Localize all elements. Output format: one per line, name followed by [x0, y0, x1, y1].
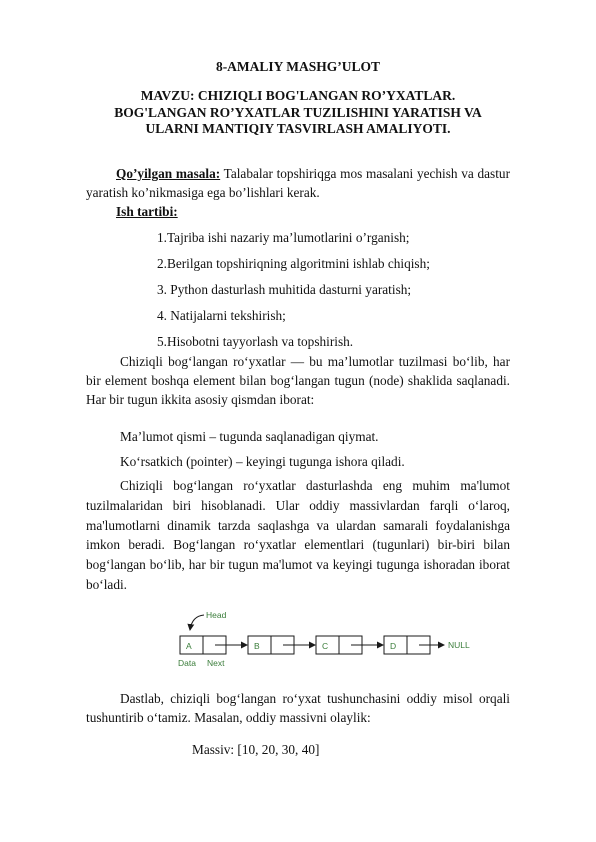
node-label-a: A [186, 641, 192, 651]
definition-paragraph: Chiziqli bog‘langan ro‘yxatlar — bu ma’lumotlar tuzilmasi bo‘lib, har bir element boshqa element bilan bog‘langan tugun (node) shaklida saqlanadi. Har bir tugun ikkita asosiy qismdan iborat: [86, 354, 510, 408]
procedure-step-1: 1.Tajriba ishi nazariy ma’lumotlarini o’rganish; [157, 230, 410, 245]
linked-list-diagram [170, 606, 480, 672]
head-label: Head [206, 610, 227, 620]
node-label-c: C [322, 641, 329, 651]
node-label-d: D [390, 641, 397, 651]
procedure-step-5: 5.Hisobotni tayyorlash va topshirish. [157, 334, 354, 349]
procedure-step-2: 2.Berilgan topshiriqning algoritmini ishlab chiqish; [157, 256, 430, 271]
task-paragraph [86, 164, 510, 202]
task-text: Talabalar topshiriqga mos masalani yechish va dastur yaratish ko’nikmasiga ega bo’lishlari kerak. [86, 166, 510, 201]
procedure-step-3: 3. Python dasturlash muhitida dasturni yaratish; [157, 282, 412, 297]
topic-heading: MAVZU: CHIZIQLI BOG'LANGAN RO’YXATLAR. BOG'LANGAN RO’YXATLAR TUZILISHINI YARATISH VA ULARNI MANTIQIY TASVIRLASH AMALIYOTI. [114, 88, 482, 137]
array-example: Massiv: [10, 20, 30, 40] [192, 742, 320, 757]
task-label: Qo’yilgan masala: [116, 166, 221, 181]
procedure-step-4: 4. Natijalarni tekshirish; [157, 308, 286, 323]
null-label: NULL [448, 640, 470, 650]
pointer-part-line: Ko‘rsatkich (pointer) – keyingi tugunga ishora qiladi. [120, 454, 405, 469]
intro-example-paragraph: Dastlab, chiziqli bog‘langan ro‘yxat tushunchasini oddiy misol orqali tushuntirib o‘tamiz. Masalan, oddiy massivni olaylik: [86, 691, 510, 726]
practice-title: 8-AMALIY MASHG’ULOT [215, 59, 381, 74]
data-label: Data [178, 658, 196, 668]
head-arrow [190, 615, 204, 630]
procedure-label: Ish tartibi: [116, 204, 178, 219]
data-part-line: Ma’lumot qismi – tugunda saqlanadigan qiymat. [120, 429, 379, 444]
importance-paragraph: Chiziqli bog‘langan ro‘yxatlar dasturlashda eng muhim ma'lumot tuzilmalaridan biri hisoblanadi. Ular oddiy massivlardan farqli o‘laroq, ma'lumotlarni dinamik tarzda saqlashga va ulardan samarali foydalanishga imkon beradi. Bog‘langan ro‘yxatlar elementlari (tugunlari) bir-biri bilan bog‘langan bo‘lib, har bir tugun ma'lumot va keyingi tugunga ishoradan iborat bo‘ladi. [86, 478, 510, 592]
next-label: Next [207, 658, 225, 668]
node-label-b: B [254, 641, 260, 651]
